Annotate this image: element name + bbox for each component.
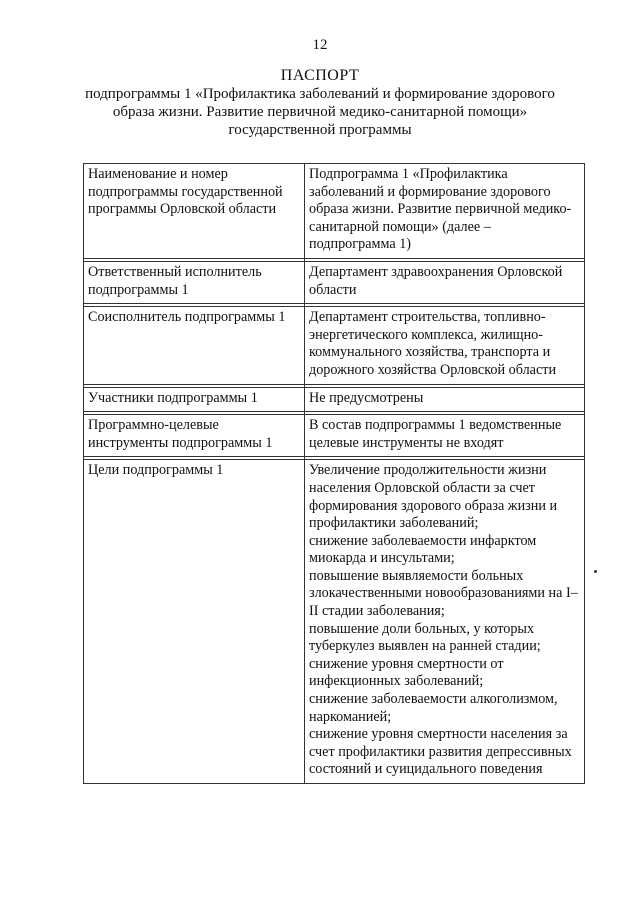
row-label: Участники подпрограммы 1: [84, 387, 305, 412]
passport-table: [83, 163, 585, 784]
row-value: Департамент здравоохранения Орловской области: [305, 261, 585, 303]
heading-line-3: государственной программы: [228, 122, 412, 138]
document-title: ПАСПОРТ: [280, 67, 360, 84]
goal-item: снижение уровня смертности населения за счет профилактики развития депрессивных состояний и суицидального поведения: [309, 726, 572, 778]
goal-item: снижение уровня смертности от инфекционных заболеваний;: [309, 655, 504, 690]
row-label: Наименование и номер подпрограммы государственной программы Орловской области: [84, 164, 305, 259]
row-value: Не предусмотрены: [305, 387, 585, 412]
heading-line-1: подпрограммы 1 «Профилактика заболеваний и формирование здорового: [85, 86, 555, 102]
row-label: Цели подпрограммы 1: [84, 460, 305, 784]
table-row: [84, 164, 585, 259]
table-row: [84, 387, 585, 412]
table-row: [84, 261, 585, 303]
page-number: 12: [312, 37, 328, 53]
goal-item: повышение выявляемости больных злокачественными новообразованиями на I–II стадии заболевания;: [309, 567, 578, 620]
goal-item: снижение заболеваемости алкоголизмом, наркоманией;: [309, 691, 558, 725]
table-row: [84, 460, 585, 784]
row-label: Ответственный исполнитель подпрограммы 1: [84, 261, 305, 303]
goals-list: [305, 460, 585, 784]
row-label: Соисполнитель подпрограммы 1: [84, 307, 305, 384]
goal-item: повышение доли больных, у которых туберкулез выявлен на ранней стадии;: [309, 620, 541, 655]
row-value: Подпрограмма 1 «Профилактика заболеваний и формирование здорового образа жизни. Развитие первичной медико-санитарной помощи» (далее – подпрограмма 1): [305, 164, 585, 259]
table-row: [84, 307, 585, 384]
goal-item: Увеличение продолжительности жизни населения Орловской области за счет формирования здорового образа жизни и профилактики заболеваний;: [309, 462, 558, 532]
row-value: Департамент строительства, топливно-энергетического комплекса, жилищно-коммунального хозяйства, транспорта и дорожного хозяйства Орловской области: [305, 307, 585, 384]
goal-item: снижение заболеваемости инфарктом миокарда и инсультами;: [309, 532, 537, 567]
document-heading: [0, 67, 640, 139]
row-label: Программно-целевые инструменты подпрограммы 1: [84, 415, 305, 457]
scan-dot: [594, 570, 597, 573]
row-value: В состав подпрограммы 1 ведомственные целевые инструменты не входят: [305, 415, 585, 457]
heading-line-2: образа жизни. Развитие первичной медико-санитарной помощи»: [112, 104, 528, 120]
table-row: [84, 415, 585, 457]
